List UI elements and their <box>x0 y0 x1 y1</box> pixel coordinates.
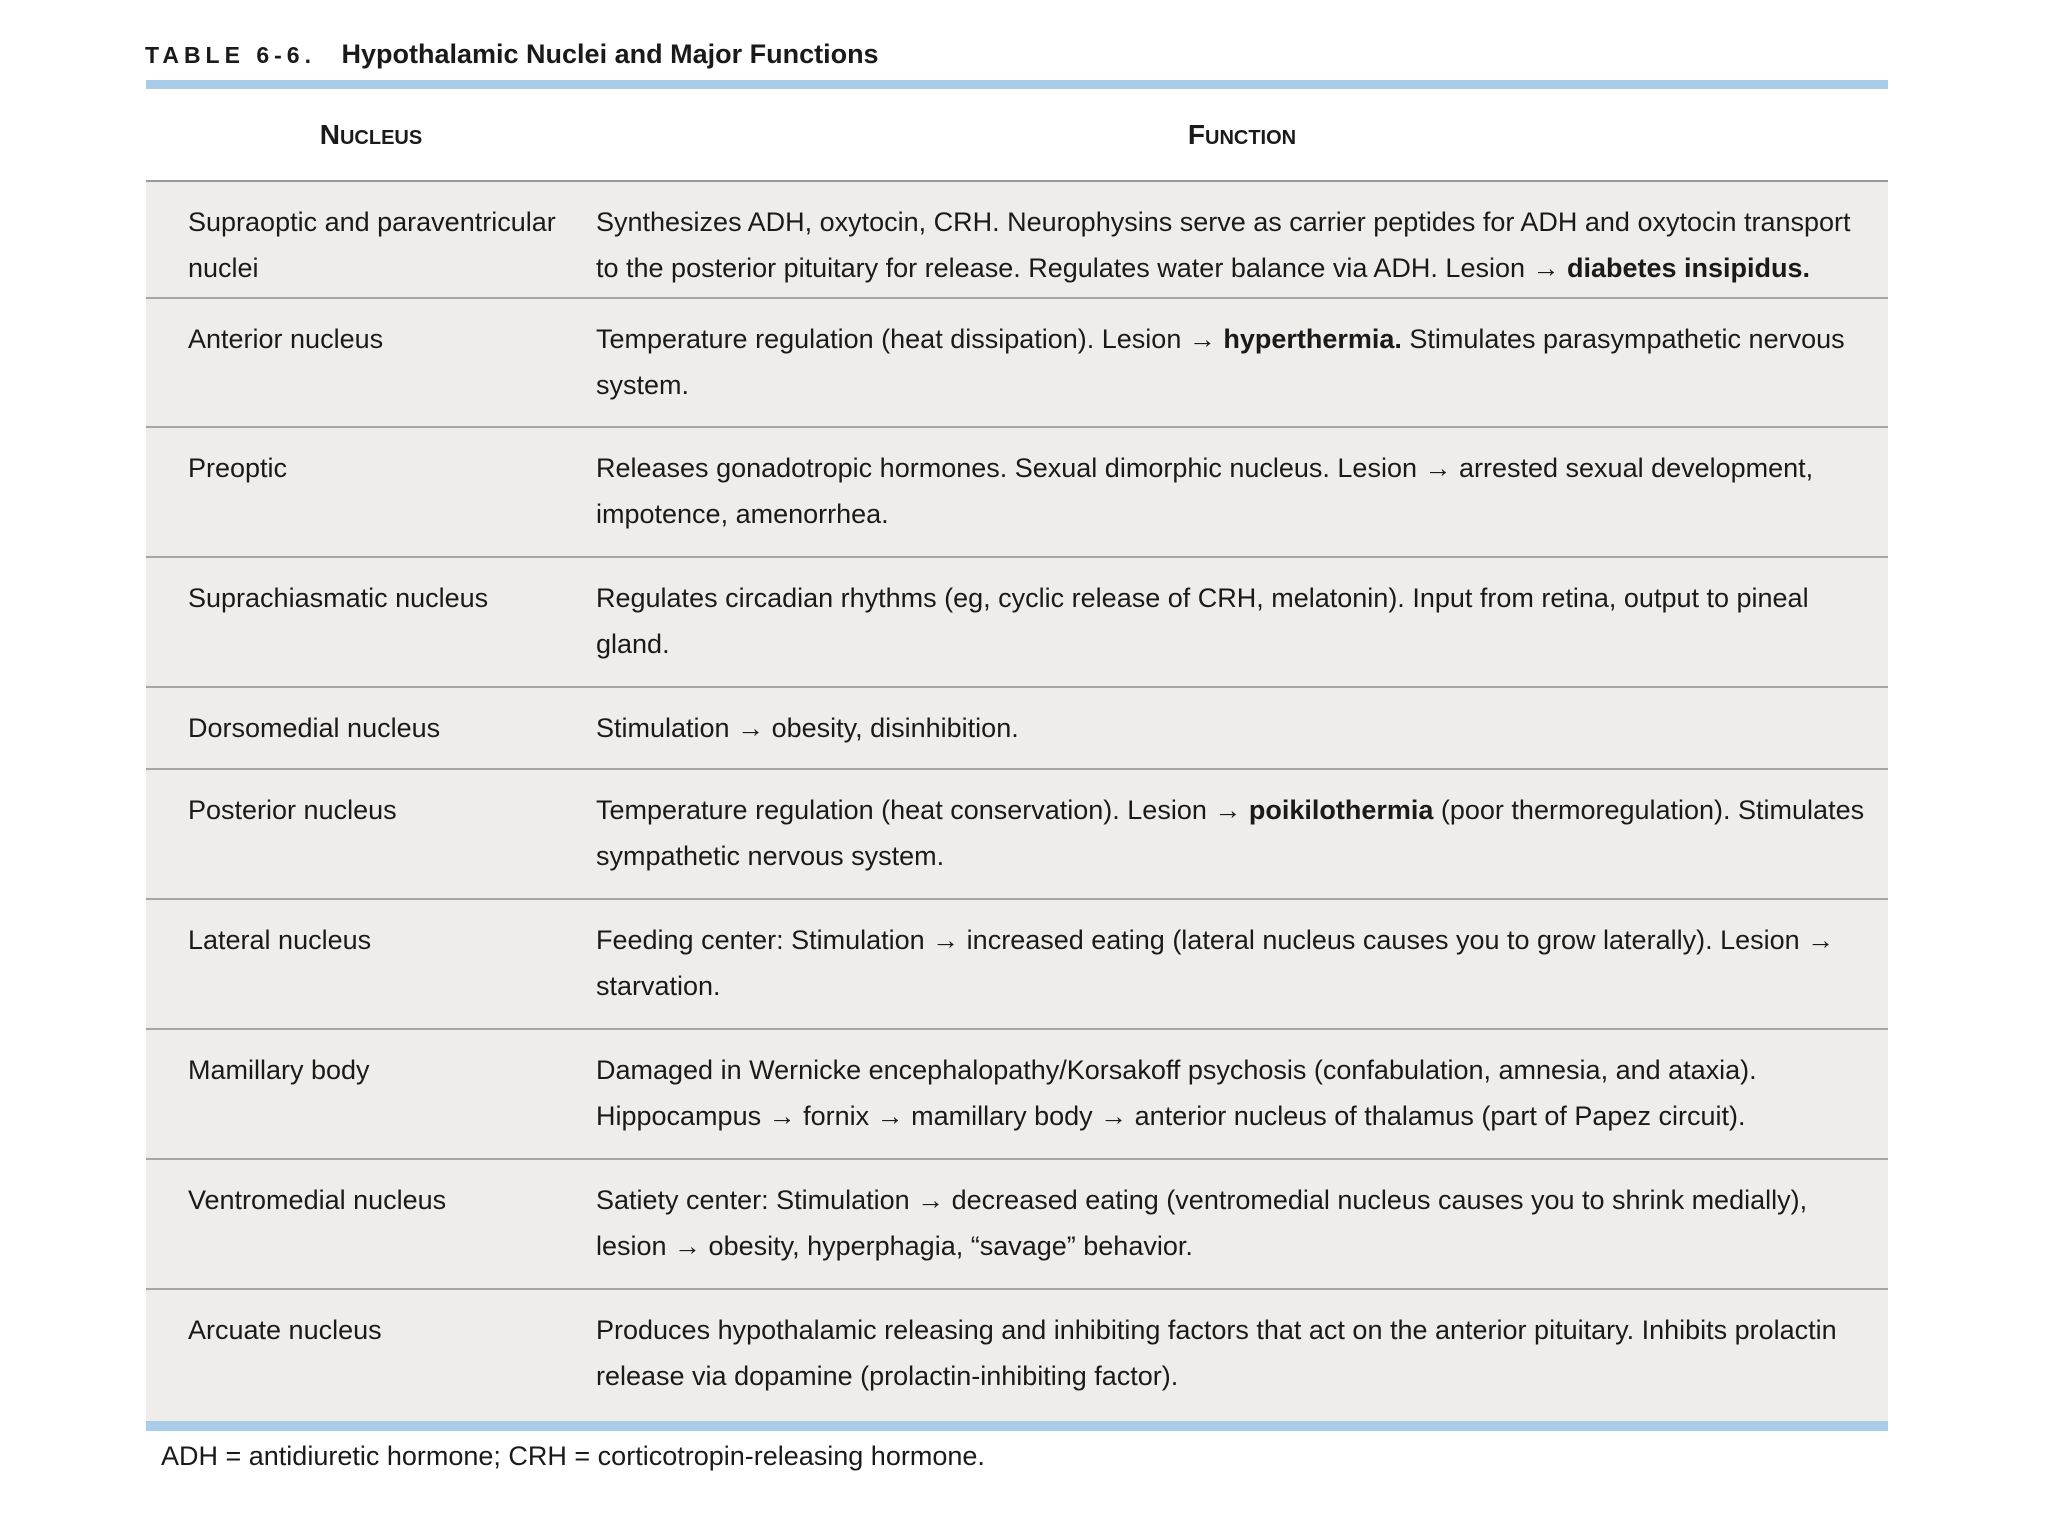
function-emphasis: diabetes insipidus. <box>1567 253 1811 283</box>
function-cell <box>596 428 1888 556</box>
column-header-function: Function <box>1187 118 1297 150</box>
function-text: Regulates circadian rhythms (eg, cyclic release of CRH, melatonin). Input from retina, output to pineal gland. <box>596 583 1809 659</box>
table-row <box>146 1290 1888 1421</box>
table-row <box>146 900 1888 1030</box>
table-row <box>146 770 1888 900</box>
function-text: Temperature regulation (heat dissipation). Lesion → <box>596 324 1224 354</box>
function-cell <box>596 1160 1888 1288</box>
table-row <box>146 428 1888 558</box>
table-header-row <box>146 89 1888 182</box>
table-top-rule <box>146 80 1888 89</box>
nucleus-cell: Suprachiasmatic nucleus <box>188 583 489 613</box>
function-text: Stimulation → obesity, disinhibition. <box>596 713 1019 743</box>
table-row <box>146 299 1888 428</box>
function-text: Produces hypothalamic releasing and inhibiting factors that act on the anterior pituitary. Inhibits prolactin release via dopamine (prolactin-inhibiting factor). <box>596 1315 1837 1391</box>
function-text: (poor thermoregulation). Stimulates sympathetic nervous system. <box>596 795 1865 871</box>
nucleus-cell: Preoptic <box>188 453 288 483</box>
hypothalamic-nuclei-table <box>146 80 1888 1431</box>
table-label: TABLE 6-6. <box>145 42 316 68</box>
function-emphasis: poikilothermia <box>1248 795 1434 825</box>
column-header-nucleus: Nucleus <box>319 118 423 150</box>
function-cell <box>596 900 1888 1028</box>
function-cell <box>596 182 1888 297</box>
nucleus-cell: Arcuate nucleus <box>188 1315 382 1345</box>
nucleus-cell: Anterior nucleus <box>188 324 384 354</box>
function-cell <box>596 770 1888 898</box>
function-cell <box>596 558 1888 686</box>
table-row <box>146 182 1888 299</box>
table-bottom-rule <box>146 1421 1888 1431</box>
function-cell <box>596 299 1888 426</box>
nucleus-cell: Lateral nucleus <box>188 925 372 955</box>
function-text: Releases gonadotropic hormones. Sexual dimorphic nucleus. Lesion → arrested sexual development, impotence, amenorrhea. <box>596 453 1814 529</box>
nucleus-cell: Ventromedial nucleus <box>188 1185 447 1215</box>
function-cell <box>596 1290 1888 1421</box>
table-caption: Hypothalamic Nuclei and Major Functions <box>341 39 879 69</box>
nucleus-cell: Mamillary body <box>188 1055 370 1085</box>
function-text: Feeding center: Stimulation → increased eating (lateral nucleus causes you to grow laterally). Lesion → starvation. <box>596 925 1835 1001</box>
table-footnote: ADH = antidiuretic hormone; CRH = corticotropin-releasing hormone. <box>161 1441 985 1471</box>
table-row <box>146 688 1888 770</box>
function-text: Synthesizes ADH, oxytocin, CRH. Neurophysins serve as carrier peptides for ADH and oxytocin transport to the posterior pituitary for release. Regulates water balance via ADH. Lesion → <box>596 207 1851 283</box>
function-text: Damaged in Wernicke encephalopathy/Korsakoff psychosis (confabulation, amnesia, and ataxia). Hippocampus → fornix → mamillary body → anterior nucleus of thalamus (part of Papez circuit). <box>596 1055 1757 1131</box>
table-row <box>146 1160 1888 1290</box>
table-title <box>145 36 879 73</box>
function-text: Temperature regulation (heat conservation). Lesion → <box>596 795 1249 825</box>
function-cell <box>596 688 1888 768</box>
function-text: Stimulates parasympathetic nervous system. <box>596 324 1845 400</box>
nucleus-cell: Supraoptic and paraventricular nuclei <box>188 207 556 283</box>
table-body <box>146 182 1888 1421</box>
nucleus-cell: Dorsomedial nucleus <box>188 713 441 743</box>
function-text: Satiety center: Stimulation → decreased eating (ventromedial nucleus causes you to shrink medially), lesion → obesity, hyperphagia, “savage” behavior. <box>596 1185 1808 1261</box>
function-cell <box>596 1030 1888 1158</box>
table-row <box>146 1030 1888 1160</box>
function-emphasis: hyperthermia. <box>1223 324 1402 354</box>
nucleus-cell: Posterior nucleus <box>188 795 397 825</box>
table-row <box>146 558 1888 688</box>
